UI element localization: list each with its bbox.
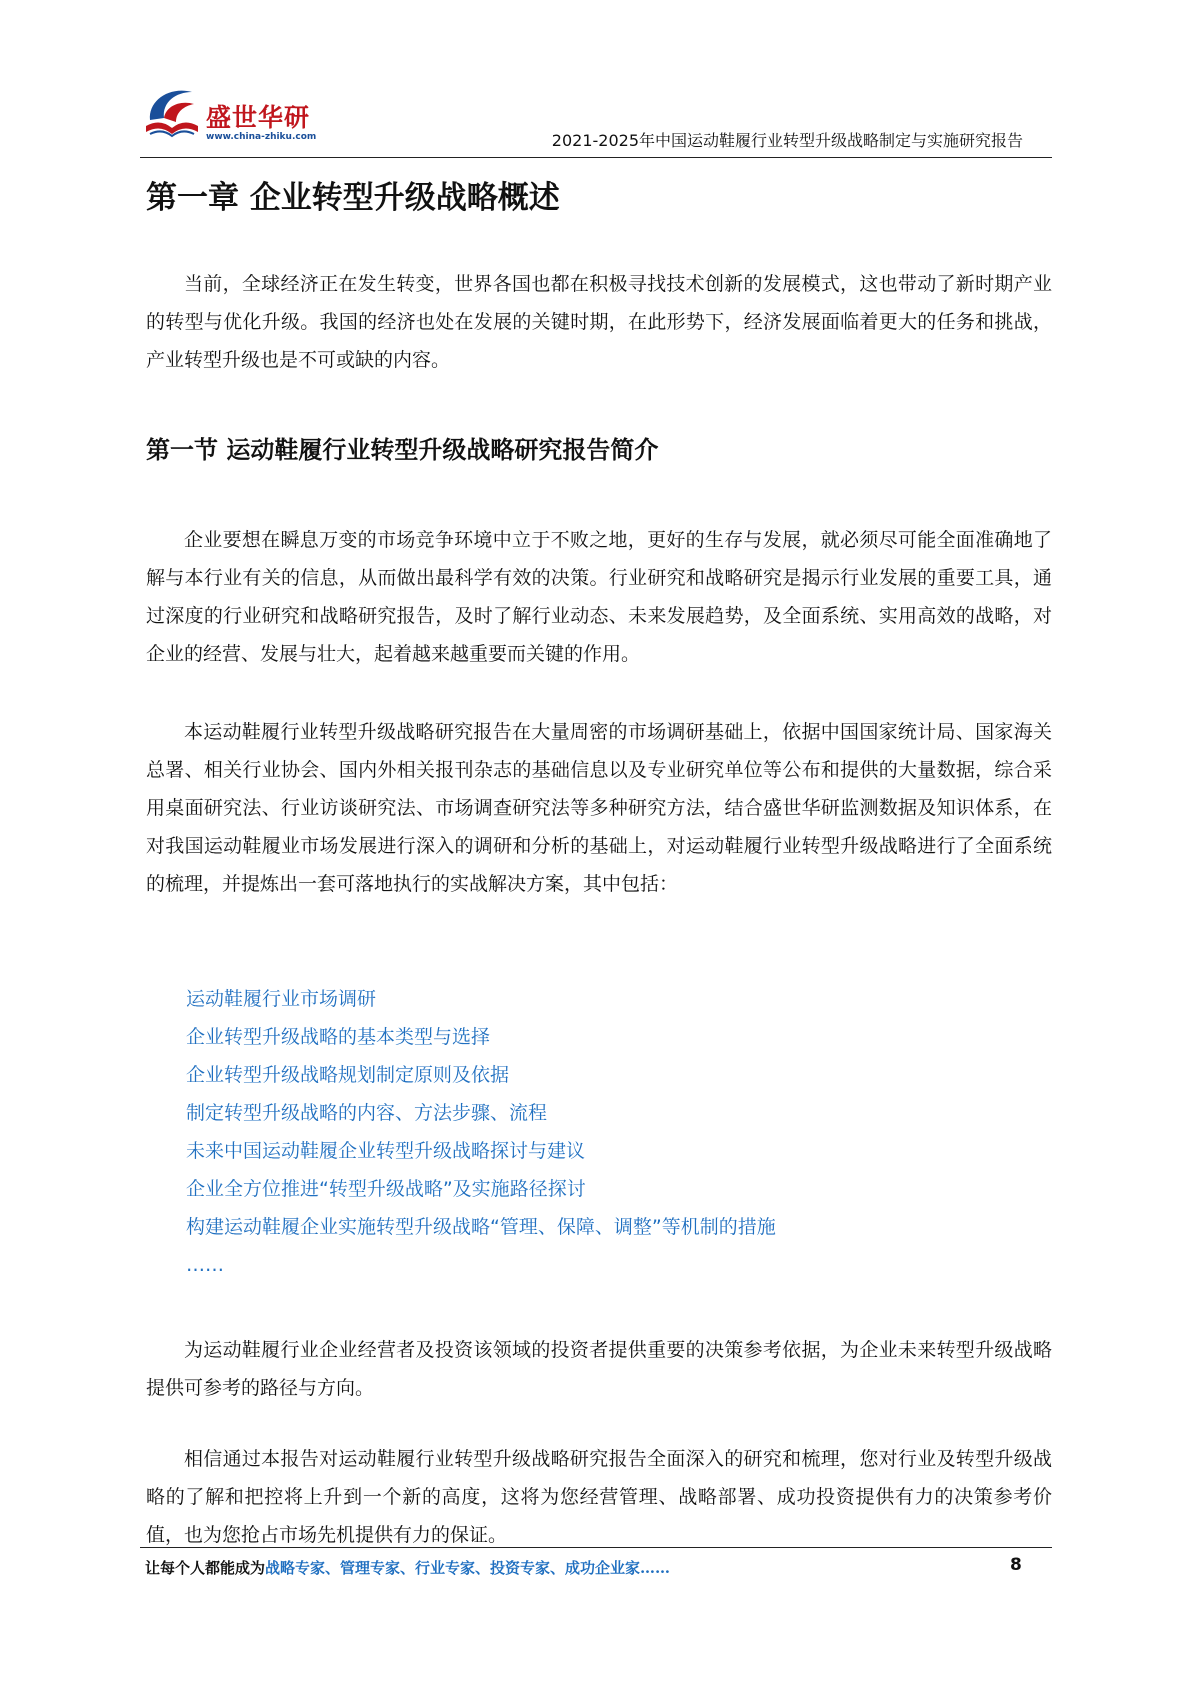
footer-slogan [145,1557,670,1578]
list-item[interactable]: 企业转型升级战略的基本类型与选择 [186,1026,491,1048]
paragraph-importance: 企业要想在瞬息万变的市场竞争环境中立于不败之地，更好的生存与发展，就必须尽可能全面准确地了解与本行业有关的信息，从而做出最科学有效的决策。行业研究和战略研究是揭示行业发展的重要工具，通过深度的行业研究和战略研究报告，及时了解行业动态、未来发展趋势，及全面系统、实用高效的战略，对企业的经营、发展与壮大，起着越来越重要而关键的作用。 [146,529,1052,665]
company-logo [140,80,330,150]
paragraph-methodology: 本运动鞋履行业转型升级战略研究报告在大量周密的市场调研基础上，依据中国国家统计局、国家海关总署、相关行业协会、国内外相关报刊杂志的基础信息以及专业研究单位等公布和提供的大量数据，综合采用桌面研究法、行业访谈研究法、市场调查研究法等多种研究方法，结合盛世华研监测数据及知识体系，在对我国运动鞋履业市场发展进行深入的调研和分析的基础上，对运动鞋履行业转型升级战略进行了全面系统的梳理，并提炼出一套可落地执行的实战解决方案，其中包括： [146,721,1052,895]
list-item[interactable]: 运动鞋履行业市场调研 [186,988,377,1010]
header-divider [140,157,1052,158]
chapter-title: 第一章 企业转型升级战略概述 [146,180,560,216]
page-number: 8 [1010,1555,1022,1575]
list-item[interactable]: 制定转型升级战略的内容、方法步骤、流程 [186,1102,548,1124]
logo-name: 盛世华研 [206,103,311,132]
footer-divider [140,1547,1052,1548]
paragraph-intro: 当前，全球经济正在发生转变，世界各国也都在积极寻找技术创新的发展模式，这也带动了新时期产业的转型与优化升级。我国的经济也处在发展的关键时期，在此形势下，经济发展面临着更大的任务和挑战，产业转型升级也是不可或缺的内容。 [146,273,1052,371]
list-item[interactable]: 企业全方位推进“转型升级战略”及实施路径探讨 [186,1178,586,1200]
footer-prefix: 让每个人都能成为 [145,1559,266,1577]
section-title: 第一节 运动鞋履行业转型升级战略研究报告简介 [146,436,659,464]
paragraph-purpose: 为运动鞋履行业企业经营者及投资该领域的投资者提供重要的决策参考依据，为企业未来转型升级战略提供可参考的路径与方向。 [146,1339,1052,1399]
paragraph-conclusion: 相信通过本报告对运动鞋履行业转型升级战略研究报告全面深入的研究和梳理，您对行业及转型升级战略的了解和把控将上升到一个新的高度，这将为您经营管理、战略部署、成功投资提供有力的决策参考价值，也为您抢占市场先机提供有力的保证。 [146,1448,1052,1546]
list-item[interactable]: 构建运动鞋履企业实施转型升级战略“管理、保障、调整”等机制的措施 [186,1216,776,1238]
contents-list [186,980,776,1284]
report-title: 2021-2025年中国运动鞋履行业转型升级战略制定与实施研究报告 [551,131,1023,150]
list-item[interactable]: 未来中国运动鞋履企业转型升级战略探讨与建议 [186,1140,586,1162]
logo-url: www.china-zhiku.com [206,132,317,142]
list-item[interactable]: 企业转型升级战略规划制定原则及依据 [186,1064,510,1086]
footer-highlight: 战略专家、管理专家、行业专家、投资专家、成功企业家…… [265,1559,671,1577]
list-item-ellipsis: …… [186,1254,224,1276]
logo-emblem-icon [140,80,204,144]
